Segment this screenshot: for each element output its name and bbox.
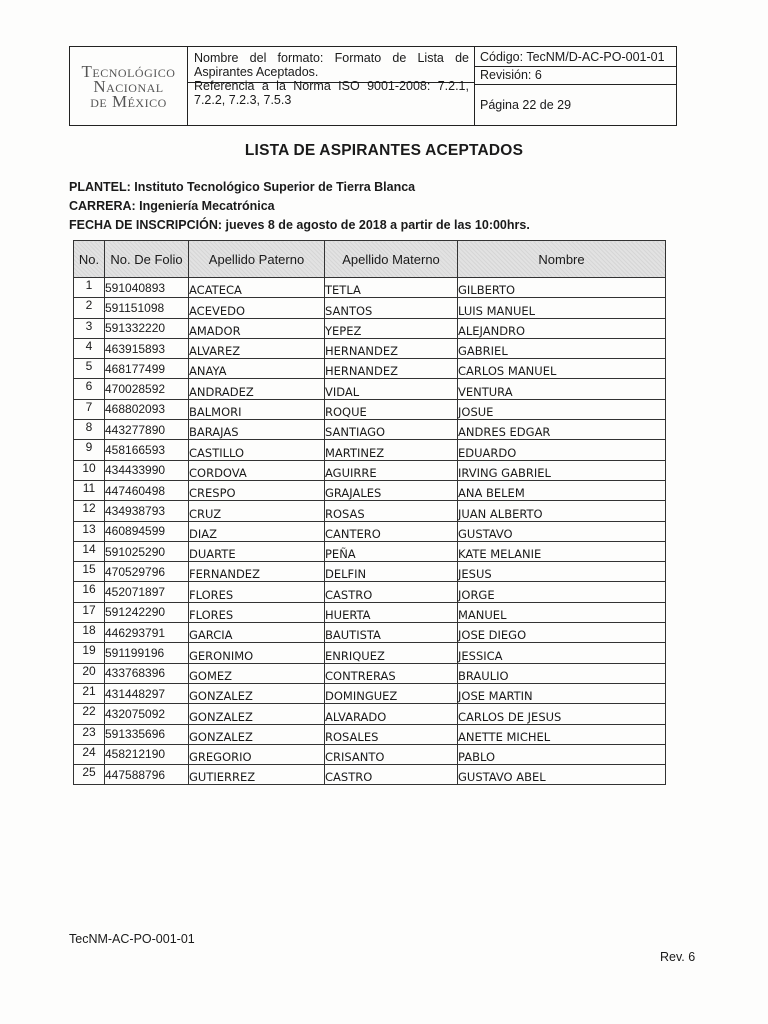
folio-number: 447460498 — [105, 480, 189, 500]
nombre: JORGE — [458, 582, 666, 602]
logo-line: de México — [90, 91, 167, 111]
row-number: 4 — [74, 338, 105, 358]
folio-number: 470529796 — [105, 562, 189, 582]
apellido-materno: VIDAL — [325, 379, 458, 399]
apellido-materno: ALVARADO — [325, 704, 458, 724]
table-row — [74, 379, 666, 399]
apellido-paterno: AMADOR — [189, 318, 325, 338]
nombre: LUIS MANUEL — [458, 298, 666, 318]
carrera-value: Ingeniería Mecatrónica — [135, 199, 275, 213]
row-number: 2 — [74, 298, 105, 318]
row-number: 14 — [74, 541, 105, 561]
apellido-paterno: FERNANDEZ — [189, 562, 325, 582]
iso-reference: Referencia a la Norma ISO 9001-2008: 7.2.1, 7.2.2, 7.2.3, 7.5.3 — [188, 73, 475, 125]
apellido-materno: YEPEZ — [325, 318, 458, 338]
apellido-paterno: GONZALEZ — [189, 683, 325, 703]
nombre: MANUEL — [458, 602, 666, 622]
nombre: JOSE MARTIN — [458, 683, 666, 703]
row-number: 12 — [74, 501, 105, 521]
table-row — [74, 744, 666, 764]
apellido-paterno: DIAZ — [189, 521, 325, 541]
apellido-paterno: GOMEZ — [189, 663, 325, 683]
nombre: JOSUE — [458, 399, 666, 419]
apellido-materno: CASTRO — [325, 765, 458, 785]
nombre: JESSICA — [458, 643, 666, 663]
apellido-materno: MARTINEZ — [325, 440, 458, 460]
nombre: CARLOS MANUEL — [458, 359, 666, 379]
row-number: 22 — [74, 704, 105, 724]
apellido-materno: SANTIAGO — [325, 420, 458, 440]
folio-number: 468177499 — [105, 359, 189, 379]
format-revision: Revisión: 6 — [475, 67, 676, 85]
row-number: 18 — [74, 623, 105, 643]
folio-number: 447588796 — [105, 765, 189, 785]
apellido-paterno: BARAJAS — [189, 420, 325, 440]
table-row — [74, 602, 666, 622]
format-header — [69, 46, 677, 126]
apellido-paterno: CRESPO — [189, 480, 325, 500]
table-row — [74, 460, 666, 480]
apellido-paterno: CORDOVA — [189, 460, 325, 480]
apellido-materno: SANTOS — [325, 298, 458, 318]
apellido-materno: AGUIRRE — [325, 460, 458, 480]
row-number: 10 — [74, 460, 105, 480]
row-number: 23 — [74, 724, 105, 744]
folio-number: 443277890 — [105, 420, 189, 440]
folio-number: 463915893 — [105, 338, 189, 358]
table-row — [74, 724, 666, 744]
apellido-materno: ROSALES — [325, 724, 458, 744]
folio-number: 452071897 — [105, 582, 189, 602]
apellido-materno: ENRIQUEZ — [325, 643, 458, 663]
table-row — [74, 582, 666, 602]
document-title: LISTA DE ASPIRANTES ACEPTADOS — [244, 142, 524, 159]
apellido-paterno: GUTIERREZ — [189, 765, 325, 785]
row-number: 1 — [74, 278, 105, 298]
apellido-paterno: ANDRADEZ — [189, 379, 325, 399]
row-number: 9 — [74, 440, 105, 460]
row-number: 20 — [74, 663, 105, 683]
nombre: CARLOS DE JESUS — [458, 704, 666, 724]
row-number: 7 — [74, 399, 105, 419]
folio-number: 591025290 — [105, 541, 189, 561]
row-number: 6 — [74, 379, 105, 399]
apellido-materno: HERNANDEZ — [325, 359, 458, 379]
table-row — [74, 480, 666, 500]
col-header-nombre: Nombre — [458, 241, 666, 278]
table-row — [74, 318, 666, 338]
nombre: ANDRES EDGAR — [458, 420, 666, 440]
format-code: Código: TecNM/D-AC-PO-001-01 — [475, 47, 676, 67]
apellido-paterno: CASTILLO — [189, 440, 325, 460]
folio-number: 591151098 — [105, 298, 189, 318]
folio-number: 460894599 — [105, 521, 189, 541]
page-number: Página 22 de 29 — [480, 98, 572, 112]
row-number: 8 — [74, 420, 105, 440]
table-row — [74, 521, 666, 541]
col-header-no: No. — [74, 241, 105, 278]
apellido-materno: BAUTISTA — [325, 623, 458, 643]
nombre: EDUARDO — [458, 440, 666, 460]
nombre: ANETTE MICHEL — [458, 724, 666, 744]
col-header-folio: No. De Folio — [105, 241, 189, 278]
apellido-paterno: CRUZ — [189, 501, 325, 521]
apellido-materno: HUERTA — [325, 602, 458, 622]
apellido-paterno: FLORES — [189, 602, 325, 622]
nombre: IRVING GABRIEL — [458, 460, 666, 480]
folio-number: 446293791 — [105, 623, 189, 643]
nombre: BRAULIO — [458, 663, 666, 683]
apellido-materno: CANTERO — [325, 521, 458, 541]
row-number: 11 — [74, 480, 105, 500]
table-row — [74, 399, 666, 419]
logo-line: Tecnológico — [81, 61, 176, 81]
nombre: GUSTAVO ABEL — [458, 765, 666, 785]
apellido-materno: CASTRO — [325, 582, 458, 602]
col-header-apellido-materno: Apellido Materno — [325, 241, 458, 278]
table-body — [74, 278, 666, 785]
folio-number: 591332220 — [105, 318, 189, 338]
footer-code: TecNM-AC-PO-001-01 — [69, 932, 195, 946]
format-name: Nombre del formato: Formato de Lista de Aspirantes Aceptados. — [188, 47, 475, 83]
row-number: 13 — [74, 521, 105, 541]
nombre: ANA BELEM — [458, 480, 666, 500]
apellido-materno: CONTRERAS — [325, 663, 458, 683]
logo-line: Nacional — [93, 76, 164, 96]
folio-number: 433768396 — [105, 663, 189, 683]
apellido-paterno: GARCIA — [189, 623, 325, 643]
carrera-line — [69, 199, 275, 213]
apellido-materno: ROSAS — [325, 501, 458, 521]
row-number: 5 — [74, 359, 105, 379]
folio-number: 458166593 — [105, 440, 189, 460]
table-row — [74, 359, 666, 379]
table-row — [74, 704, 666, 724]
row-number: 16 — [74, 582, 105, 602]
folio-number: 591242290 — [105, 602, 189, 622]
apellido-paterno: GREGORIO — [189, 744, 325, 764]
header-right-column — [475, 47, 676, 125]
carrera-label: CARRERA: — [69, 199, 136, 213]
apellido-materno: GRAJALES — [325, 480, 458, 500]
row-number: 19 — [74, 643, 105, 663]
row-number: 15 — [74, 562, 105, 582]
plantel-label: PLANTEL: — [69, 180, 131, 194]
apellido-paterno: GONZALEZ — [189, 704, 325, 724]
nombre: KATE MELANIE — [458, 541, 666, 561]
table-row — [74, 683, 666, 703]
apellido-materno: DOMINGUEZ — [325, 683, 458, 703]
folio-number: 470028592 — [105, 379, 189, 399]
apellido-paterno: ACATECA — [189, 278, 325, 298]
folio-number: 431448297 — [105, 683, 189, 703]
folio-number: 432075092 — [105, 704, 189, 724]
apellido-materno: CRISANTO — [325, 744, 458, 764]
nombre: VENTURA — [458, 379, 666, 399]
row-number: 25 — [74, 765, 105, 785]
table-header-row — [74, 241, 666, 278]
apellido-paterno: ANAYA — [189, 359, 325, 379]
table-row — [74, 623, 666, 643]
apellido-paterno: DUARTE — [189, 541, 325, 561]
table-row — [74, 541, 666, 561]
apellido-paterno: GERONIMO — [189, 643, 325, 663]
plantel-value: Instituto Tecnológico Superior de Tierra Blanca — [130, 180, 416, 194]
apellido-materno: HERNANDEZ — [325, 338, 458, 358]
fecha-line — [69, 218, 530, 232]
table-row — [74, 298, 666, 318]
apellido-materno: DELFIN — [325, 562, 458, 582]
table-row — [74, 643, 666, 663]
nombre: GUSTAVO — [458, 521, 666, 541]
row-number: 17 — [74, 602, 105, 622]
nombre: ALEJANDRO — [458, 318, 666, 338]
footer-revision: Rev. 6 — [660, 950, 696, 964]
table-row — [74, 765, 666, 785]
aspirantes-table — [73, 240, 666, 785]
nombre: JOSE DIEGO — [458, 623, 666, 643]
apellido-paterno: FLORES — [189, 582, 325, 602]
apellido-materno: ROQUE — [325, 399, 458, 419]
nombre: JUAN ALBERTO — [458, 501, 666, 521]
row-number: 24 — [74, 744, 105, 764]
nombre: GABRIEL — [458, 338, 666, 358]
apellido-paterno: BALMORI — [189, 399, 325, 419]
apellido-paterno: ALVAREZ — [189, 338, 325, 358]
nombre: GILBERTO — [458, 278, 666, 298]
table-row — [74, 562, 666, 582]
fecha-value: jueves 8 de agosto de 2018 a partir de las 10:00hrs. — [222, 218, 530, 232]
apellido-paterno: ACEVEDO — [189, 298, 325, 318]
fecha-label: FECHA DE INSCRIPCIÓN: — [69, 218, 223, 232]
folio-number: 591040893 — [105, 278, 189, 298]
folio-number: 468802093 — [105, 399, 189, 419]
col-header-apellido-paterno: Apellido Paterno — [189, 241, 325, 278]
folio-number: 591199196 — [105, 643, 189, 663]
row-number: 21 — [74, 683, 105, 703]
folio-number: 458212190 — [105, 744, 189, 764]
plantel-line — [69, 180, 415, 194]
table-row — [74, 420, 666, 440]
apellido-materno: PEÑA — [325, 541, 458, 561]
table-row — [74, 338, 666, 358]
row-number: 3 — [74, 318, 105, 338]
folio-number: 434938793 — [105, 501, 189, 521]
apellido-paterno: GONZALEZ — [189, 724, 325, 744]
folio-number: 434433990 — [105, 460, 189, 480]
tecnm-logo — [70, 47, 188, 125]
folio-number: 591335696 — [105, 724, 189, 744]
table-row — [74, 663, 666, 683]
table-row — [74, 440, 666, 460]
table-row — [74, 278, 666, 298]
table-row — [74, 501, 666, 521]
apellido-materno: TETLA — [325, 278, 458, 298]
nombre: JESUS — [458, 562, 666, 582]
nombre: PABLO — [458, 744, 666, 764]
